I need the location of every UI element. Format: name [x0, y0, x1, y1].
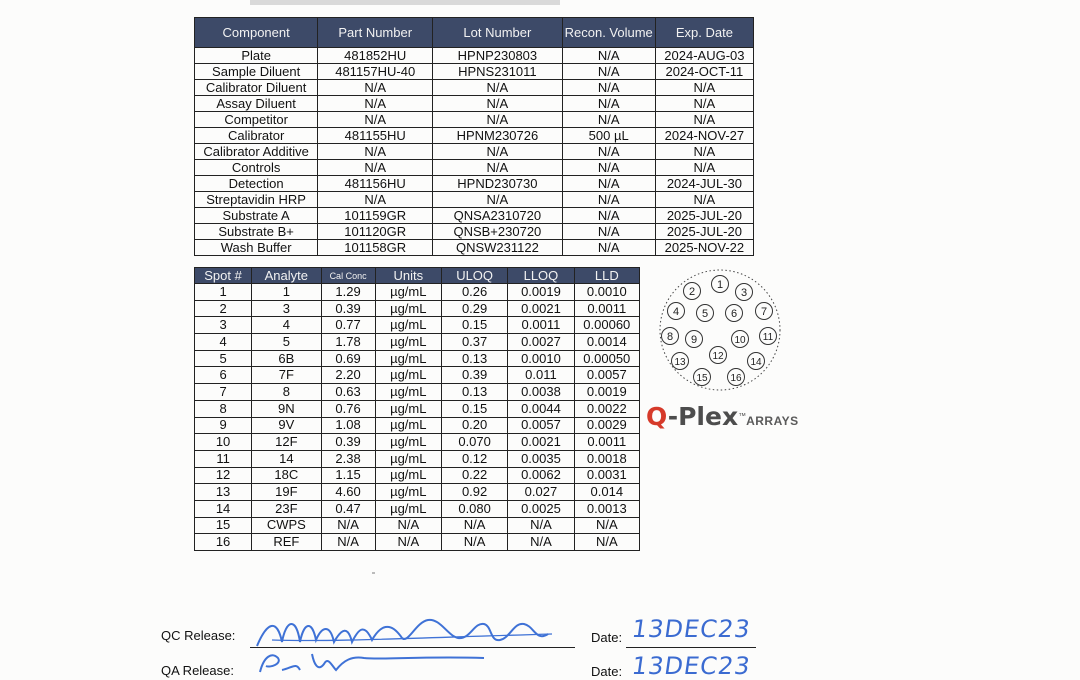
table-cell: N/A	[562, 208, 655, 224]
table-cell: 2.20	[321, 367, 375, 384]
table-cell: µg/mL	[375, 484, 441, 501]
table-cell: N/A	[508, 517, 574, 534]
spots_table-header-1: Spot #	[195, 268, 252, 284]
table-cell: 14	[252, 450, 321, 467]
table-cell: 10	[195, 434, 252, 451]
table-cell: 0.0021	[508, 434, 574, 451]
spot-number: 14	[750, 357, 762, 368]
spot-number: 5	[701, 308, 709, 320]
table-row	[195, 417, 640, 434]
table-row	[195, 224, 754, 240]
table-cell: 1.78	[321, 334, 375, 351]
table-cell: 3	[252, 300, 321, 317]
table-cell: 0.39	[321, 434, 375, 451]
table-cell: N/A	[321, 534, 375, 551]
table-cell: 0.15	[441, 317, 507, 334]
components_table-header-2: Part Number	[318, 18, 433, 48]
table-cell: 2024-AUG-03	[655, 48, 753, 64]
components_table-header-5: Exp. Date	[655, 18, 753, 48]
spots_table-header-2: Analyte	[252, 268, 321, 284]
table-cell: HPND230730	[433, 176, 562, 192]
table-cell: µg/mL	[375, 417, 441, 434]
table-cell: 9	[195, 417, 252, 434]
qa-signature	[252, 646, 492, 675]
table-cell: 0.0057	[508, 417, 574, 434]
table-row	[195, 48, 754, 64]
table-row	[195, 517, 640, 534]
table-cell: 0.0019	[574, 384, 639, 401]
table-cell: QNSW231122	[433, 240, 562, 256]
table-cell: Streptavidin HRP	[195, 192, 318, 208]
spot-number: 9	[690, 334, 698, 346]
table-cell: 0.13	[441, 384, 507, 401]
table-cell: 1	[252, 284, 321, 301]
table-cell: µg/mL	[375, 284, 441, 301]
table-row	[195, 128, 754, 144]
table-cell: 0.0038	[508, 384, 574, 401]
table-cell: 0.0014	[574, 334, 639, 351]
table-cell: 0.0018	[574, 450, 639, 467]
qc-date-line	[626, 647, 756, 648]
table-cell: 4	[252, 317, 321, 334]
spots-table-header	[195, 268, 640, 284]
table-cell: N/A	[375, 517, 441, 534]
table-cell: 0.0029	[574, 417, 639, 434]
qa-release-label: QA Release:	[161, 663, 234, 678]
table-cell: 2024-OCT-11	[655, 64, 753, 80]
table-cell: 0.0022	[574, 400, 639, 417]
table-row	[195, 240, 754, 256]
table-cell: 0.13	[441, 350, 507, 367]
table-cell: 0.0011	[508, 317, 574, 334]
table-cell: Detection	[195, 176, 318, 192]
table-cell: N/A	[318, 160, 433, 176]
table-cell: 18C	[252, 467, 321, 484]
table-row	[195, 112, 754, 128]
table-cell: 500 µL	[562, 128, 655, 144]
table-cell: N/A	[321, 517, 375, 534]
table-cell: µg/mL	[375, 500, 441, 517]
table-cell: 0.00050	[574, 350, 639, 367]
table-row	[195, 96, 754, 112]
table-row	[195, 534, 640, 551]
table-cell: N/A	[655, 96, 753, 112]
table-cell: 8	[252, 384, 321, 401]
table-cell: 8	[195, 400, 252, 417]
table-cell: 0.0010	[508, 350, 574, 367]
table-cell: N/A	[562, 176, 655, 192]
table-cell: 15	[195, 517, 252, 534]
table-row	[195, 467, 640, 484]
table-row	[195, 367, 640, 384]
table-cell: 0.080	[441, 500, 507, 517]
table-cell: 0.0044	[508, 400, 574, 417]
logo-arrays: ARRAYS	[746, 414, 799, 428]
components-table-header	[195, 18, 754, 48]
table-cell: 101158GR	[318, 240, 433, 256]
table-cell: Assay Diluent	[195, 96, 318, 112]
table-cell: 0.0025	[508, 500, 574, 517]
components-table	[194, 17, 754, 256]
table-cell: 9N	[252, 400, 321, 417]
table-cell: 0.37	[441, 334, 507, 351]
table-cell: µg/mL	[375, 350, 441, 367]
table-cell: 0.39	[321, 300, 375, 317]
table-cell: Substrate A	[195, 208, 318, 224]
table-cell: 0.0019	[508, 284, 574, 301]
table-cell: N/A	[433, 144, 562, 160]
table-cell: 0.0035	[508, 450, 574, 467]
table-cell: 0.12	[441, 450, 507, 467]
table-cell: N/A	[655, 112, 753, 128]
table-cell: 23F	[252, 500, 321, 517]
table-cell: 481157HU-40	[318, 64, 433, 80]
table-cell: µg/mL	[375, 450, 441, 467]
table-cell: Wash Buffer	[195, 240, 318, 256]
table-cell: 0.26	[441, 284, 507, 301]
table-cell: µg/mL	[375, 300, 441, 317]
logo-plex: -Plex	[667, 402, 739, 431]
table-cell: µg/mL	[375, 317, 441, 334]
table-cell: 0.15	[441, 400, 507, 417]
table-cell: N/A	[562, 80, 655, 96]
spots-table-body	[195, 284, 640, 551]
table-cell: 1	[195, 284, 252, 301]
table-cell: 0.0031	[574, 467, 639, 484]
table-cell: 2024-NOV-27	[655, 128, 753, 144]
table-cell: N/A	[562, 144, 655, 160]
table-cell: 0.0062	[508, 467, 574, 484]
table-cell: 0.20	[441, 417, 507, 434]
spots_table-header-5: ULOQ	[441, 268, 507, 284]
top-header-bar	[250, 0, 560, 5]
spot-number: 1	[716, 279, 724, 291]
qc-release-label: QC Release:	[161, 628, 236, 643]
table-cell: 12	[195, 467, 252, 484]
table-cell: Substrate B+	[195, 224, 318, 240]
spot-number: 3	[740, 287, 748, 299]
table-cell: N/A	[655, 144, 753, 160]
components_table-header-3: Lot Number	[433, 18, 562, 48]
table-cell: 0.63	[321, 384, 375, 401]
table-cell: 7F	[252, 367, 321, 384]
table-cell: HPNP230803	[433, 48, 562, 64]
table-cell: 0.070	[441, 434, 507, 451]
table-cell: N/A	[433, 160, 562, 176]
table-cell: 2.38	[321, 450, 375, 467]
table-cell: N/A	[562, 64, 655, 80]
table-cell: N/A	[375, 534, 441, 551]
table-cell: N/A	[655, 80, 753, 96]
table-cell: 0.39	[441, 367, 507, 384]
table-cell: 6	[195, 367, 252, 384]
spots_table-header-4: Units	[375, 268, 441, 284]
components_table-header-4: Recon. Volume	[562, 18, 655, 48]
table-cell: 481156HU	[318, 176, 433, 192]
table-row	[195, 160, 754, 176]
table-cell: 0.69	[321, 350, 375, 367]
table-row	[195, 434, 640, 451]
table-cell: N/A	[574, 517, 639, 534]
table-cell: N/A	[318, 112, 433, 128]
table-cell: 2025-JUL-20	[655, 208, 753, 224]
table-cell: N/A	[562, 224, 655, 240]
spot-number: 13	[674, 357, 686, 368]
table-cell: 3	[195, 317, 252, 334]
table-cell: Competitor	[195, 112, 318, 128]
table-row	[195, 334, 640, 351]
spot-map-diagram	[648, 268, 792, 392]
table-cell: 0.0011	[574, 434, 639, 451]
table-cell: 481155HU	[318, 128, 433, 144]
scan-speck	[372, 572, 375, 574]
table-cell: Calibrator Diluent	[195, 80, 318, 96]
spot-number: 15	[696, 373, 708, 384]
table-cell: N/A	[655, 160, 753, 176]
table-cell: N/A	[433, 192, 562, 208]
spots_table-header-7: LLD	[574, 268, 639, 284]
table-cell: 1.15	[321, 467, 375, 484]
table-cell: 0.22	[441, 467, 507, 484]
logo-q: Q	[646, 402, 668, 431]
table-row	[195, 80, 754, 96]
table-cell: HPNM230726	[433, 128, 562, 144]
table-cell: 0.011	[508, 367, 574, 384]
table-cell: 0.0011	[574, 300, 639, 317]
spot-number: 12	[712, 351, 724, 362]
table-cell: N/A	[433, 112, 562, 128]
table-row	[195, 144, 754, 160]
table-cell: N/A	[318, 96, 433, 112]
table-row	[195, 64, 754, 80]
table-cell: CWPS	[252, 517, 321, 534]
table-row	[195, 500, 640, 517]
table-cell: Controls	[195, 160, 318, 176]
table-cell: 0.027	[508, 484, 574, 501]
table-cell: 6B	[252, 350, 321, 367]
components-table-body	[195, 48, 754, 256]
table-cell: 1.29	[321, 284, 375, 301]
table-row	[195, 300, 640, 317]
table-cell: 7	[195, 384, 252, 401]
qc-date-label: Date:	[591, 630, 623, 645]
spot-number: 10	[734, 335, 746, 346]
spot-number: 16	[730, 373, 742, 384]
qa-date-value: 13DEC23	[630, 652, 753, 680]
table-cell: N/A	[562, 96, 655, 112]
table-cell: N/A	[441, 534, 507, 551]
table-cell: 0.0021	[508, 300, 574, 317]
table-cell: 16	[195, 534, 252, 551]
table-cell: 9V	[252, 417, 321, 434]
table-cell: QNSA2310720	[433, 208, 562, 224]
table-row	[195, 176, 754, 192]
table-cell: µg/mL	[375, 384, 441, 401]
table-cell: N/A	[441, 517, 507, 534]
qa-date-label: Date:	[591, 664, 623, 679]
table-cell: 4	[195, 334, 252, 351]
table-cell: N/A	[574, 534, 639, 551]
table-cell: N/A	[433, 96, 562, 112]
table-cell: 14	[195, 500, 252, 517]
spot-number: 8	[666, 331, 674, 343]
table-cell: 2	[195, 300, 252, 317]
table-cell: N/A	[318, 192, 433, 208]
spot-number: 2	[688, 286, 696, 298]
table-cell: N/A	[562, 112, 655, 128]
table-cell: N/A	[433, 80, 562, 96]
table-row	[195, 350, 640, 367]
table-row	[195, 284, 640, 301]
table-cell: 0.014	[574, 484, 639, 501]
table-row	[195, 384, 640, 401]
table-cell: 12F	[252, 434, 321, 451]
table-cell: Plate	[195, 48, 318, 64]
table-cell: N/A	[562, 48, 655, 64]
spot-number: 6	[730, 308, 738, 320]
table-cell: HPNS231011	[433, 64, 562, 80]
table-cell: µg/mL	[375, 467, 441, 484]
spots_table-header-6: LLOQ	[508, 268, 574, 284]
spot-number: 7	[760, 306, 768, 318]
table-cell: 0.77	[321, 317, 375, 334]
table-cell: 2025-NOV-22	[655, 240, 753, 256]
table-cell: µg/mL	[375, 367, 441, 384]
table-cell: µg/mL	[375, 334, 441, 351]
table-cell: µg/mL	[375, 434, 441, 451]
table-cell: 0.76	[321, 400, 375, 417]
table-cell: N/A	[318, 144, 433, 160]
table-cell: QNSB+230720	[433, 224, 562, 240]
table-cell: N/A	[562, 192, 655, 208]
table-cell: 0.29	[441, 300, 507, 317]
logo-trademark: ™	[738, 411, 747, 421]
table-row	[195, 400, 640, 417]
components_table-header-1: Component	[195, 18, 318, 48]
table-cell: µg/mL	[375, 400, 441, 417]
spots-table	[194, 267, 640, 551]
table-cell: 0.0010	[574, 284, 639, 301]
table-cell: 2024-JUL-30	[655, 176, 753, 192]
table-cell: 0.0013	[574, 500, 639, 517]
table-cell: 2025-JUL-20	[655, 224, 753, 240]
spot-number: 11	[762, 332, 774, 343]
table-cell: 0.47	[321, 500, 375, 517]
table-cell: 5	[195, 350, 252, 367]
table-cell: 19F	[252, 484, 321, 501]
spot-number: 4	[672, 306, 680, 318]
table-cell: 4.60	[321, 484, 375, 501]
table-cell: 5	[252, 334, 321, 351]
table-cell: 481852HU	[318, 48, 433, 64]
table-cell: Calibrator	[195, 128, 318, 144]
table-cell: N/A	[508, 534, 574, 551]
table-cell: N/A	[655, 192, 753, 208]
table-cell: 11	[195, 450, 252, 467]
table-cell: 1.08	[321, 417, 375, 434]
table-cell: 0.0027	[508, 334, 574, 351]
table-cell: 0.0057	[574, 367, 639, 384]
table-cell: Sample Diluent	[195, 64, 318, 80]
table-row	[195, 484, 640, 501]
table-cell: REF	[252, 534, 321, 551]
table-cell: 0.00060	[574, 317, 639, 334]
table-cell: 13	[195, 484, 252, 501]
table-cell: N/A	[562, 240, 655, 256]
table-cell: N/A	[318, 80, 433, 96]
spots_table-header-3: Cal Conc	[321, 268, 375, 284]
table-cell: 101120GR	[318, 224, 433, 240]
table-row	[195, 208, 754, 224]
table-cell: 101159GR	[318, 208, 433, 224]
table-cell: 0.92	[441, 484, 507, 501]
qplex-logo	[646, 402, 799, 431]
table-row	[195, 192, 754, 208]
qc-date-value: 13DEC23	[630, 615, 753, 643]
table-cell: N/A	[562, 160, 655, 176]
table-row	[195, 450, 640, 467]
table-cell: Calibrator Additive	[195, 144, 318, 160]
table-row	[195, 317, 640, 334]
